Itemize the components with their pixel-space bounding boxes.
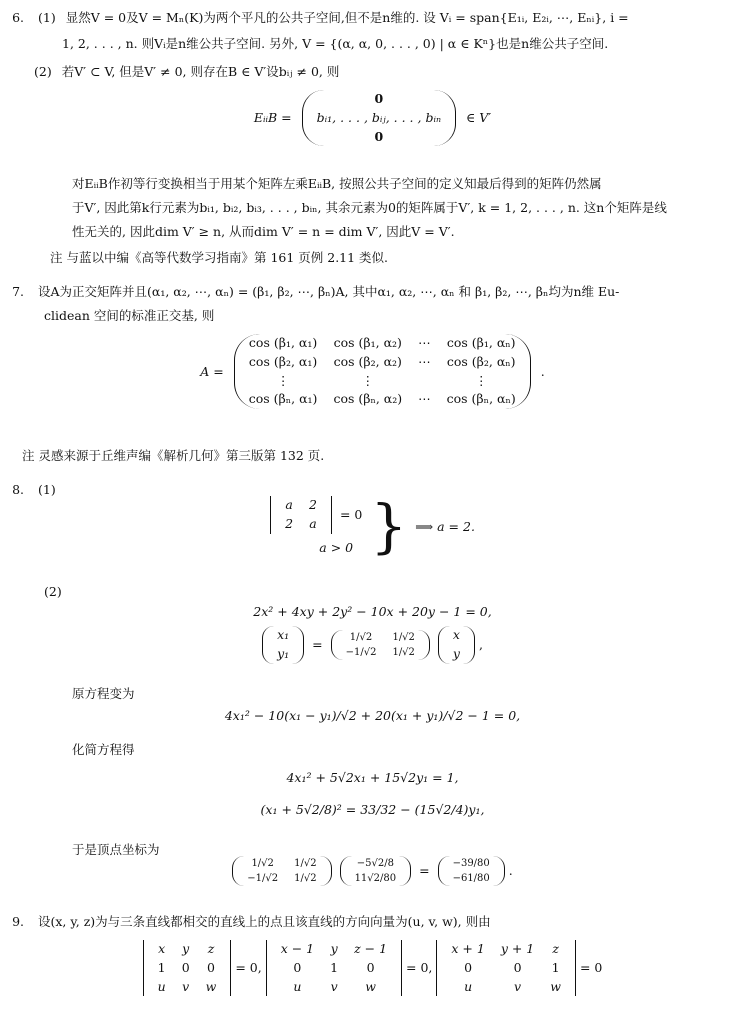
p9-det-cell: 1 bbox=[330, 959, 339, 975]
p8-vec-cell: y₁ bbox=[277, 645, 290, 661]
p8-vec-cell: −5√2/8 bbox=[356, 858, 394, 869]
p9-det-cell: y + 1 bbox=[500, 941, 535, 956]
p6-para-line3: 性无关的, 因此dim V′ ≥ n, 从而dim V′ = n = dim V′, 因此V = V′. bbox=[72, 224, 455, 239]
p7-text1: 设A为正交矩阵并且(α₁, α₂, ⋯, αₙ) = (β₁, β₂, ⋯, βₙ)A, 其中α₁, α₂, ⋯, αₙ 和 β₁, β₂, ⋯, βₙ均为n维 Eu- bbox=[37, 284, 620, 299]
p7-cell: cos (βₙ, α₁) bbox=[248, 391, 318, 407]
p8-text1: 原方程变为 bbox=[72, 686, 135, 701]
p8-text2: 化简方程得 bbox=[72, 742, 135, 757]
p8-substitution bbox=[0, 626, 745, 674]
p9-det-cell: y bbox=[182, 941, 190, 956]
p9-det-cell: v bbox=[330, 978, 338, 994]
p7-line1 bbox=[0, 282, 745, 301]
p7-cell: cos (β₁, α₂) bbox=[333, 335, 402, 350]
p8-vec-cell: y bbox=[452, 645, 460, 661]
p9-det-cell: 0 bbox=[513, 959, 522, 975]
p7-cell: cos (β₂, αₙ) bbox=[446, 353, 516, 369]
p6-part2-line1 bbox=[34, 62, 734, 81]
p8-vertex-tail: . bbox=[508, 863, 513, 879]
p7-lhs: A = bbox=[200, 363, 224, 379]
p9-det-cell: 1 bbox=[157, 959, 166, 975]
p9-det-cell: w bbox=[365, 978, 376, 994]
p9-det-cell: y bbox=[330, 941, 338, 956]
p6-line1 bbox=[0, 8, 745, 27]
p7-number: 7. bbox=[12, 284, 24, 299]
p8-det bbox=[270, 496, 332, 534]
p8-subst-left bbox=[262, 626, 304, 664]
p9-determinants bbox=[0, 940, 745, 1016]
p9-sep: = 0, bbox=[406, 960, 433, 976]
p6-matrix bbox=[302, 90, 456, 146]
p8-vec-cell: 11√2/80 bbox=[354, 873, 397, 884]
p8-implies: ⟹ a = 2. bbox=[415, 518, 475, 534]
p8-eq2: 4x₁² − 10(x₁ − y₁)/√2 + 20(x₁ + y₁)/√2 − 1 = 0, bbox=[224, 708, 521, 723]
p9-det-cell: v bbox=[514, 978, 522, 994]
p9-det-cell: v bbox=[182, 978, 190, 994]
p7-cell bbox=[410, 372, 439, 391]
p9-det-cell: x bbox=[158, 941, 166, 956]
p8-vertex-matrix bbox=[232, 856, 331, 886]
p8-vertex bbox=[0, 856, 745, 906]
p6-matrix-row3: 0 bbox=[374, 128, 384, 144]
p7-cell: ⋮ bbox=[474, 372, 488, 388]
p6-para-line2: 于V′, 因此第k行元素为bᵢ₁, bᵢ₂, bᵢ₃, . . . , bᵢₙ, 其余元素为0的矩阵属于V′, k = 1, 2, . . . , n. 这n个矩阵是线 bbox=[72, 200, 667, 215]
p7-matrix-equation bbox=[0, 334, 745, 434]
p6-para-line1: 对EᵢᵢB作初等行变换相当于用某个矩阵左乘EᵢᵢB, 按照公共子空间的定义知最后得到的矩阵仍然属 bbox=[72, 176, 602, 191]
p8-subst-tail: , bbox=[478, 637, 483, 653]
p9-det-cell: 0 bbox=[293, 959, 302, 975]
p8-det-cell: 2 bbox=[285, 515, 294, 531]
p7-note: 注 灵感来源于丘维声编《解析几何》第三版第 132 页. bbox=[22, 448, 325, 463]
p9-det-cell: x − 1 bbox=[280, 941, 315, 956]
p6-number: 6. bbox=[12, 10, 24, 25]
p6-matrix-row2: bᵢ₁, . . . , bᵢⱼ, . . . , bᵢₙ bbox=[316, 109, 442, 125]
p8-brace-icon: } bbox=[370, 492, 408, 561]
p9-det-cell: z bbox=[552, 941, 559, 956]
p8-part2-label: (2) bbox=[44, 584, 62, 599]
p8-vec-cell: x bbox=[452, 627, 460, 642]
p8-vec-cell: −39/80 bbox=[452, 858, 490, 869]
p6-part2-label: (2) bbox=[34, 64, 52, 79]
p8-vertex-result bbox=[438, 856, 505, 886]
p7-cell: cos (β₁, αₙ) bbox=[446, 335, 516, 350]
p9-det-cell: w bbox=[550, 978, 561, 994]
p9-text: 设(x, y, z)为与三条直线都相交的直线上的点且该直线的方向向量为(u, v, w), 则由 bbox=[37, 914, 491, 929]
p9-det-cell: u bbox=[464, 978, 473, 994]
p6-eq-lhs: EᵢᵢB = bbox=[253, 110, 292, 126]
p8-mat-cell: −1/√2 bbox=[345, 646, 377, 658]
p8-eq4: (x₁ + 5√2/8)² = 33/32 − (15√2/4)y₁, bbox=[260, 802, 485, 817]
p9-det-cell: w bbox=[205, 978, 217, 994]
p9-det-cell: 0 bbox=[207, 959, 215, 975]
p9-det-cell: u bbox=[293, 978, 302, 994]
p8-vertex-eq: = bbox=[419, 863, 430, 879]
p7-line2: clidean 空间的标准正交基, 则 bbox=[44, 308, 215, 323]
p8-mat-cell: 1/√2 bbox=[392, 631, 415, 643]
p9-det-cell: 0 bbox=[181, 959, 190, 975]
p7-cell: cos (βₙ, α₂) bbox=[333, 391, 403, 407]
p7-cell: cos (β₂, α₁) bbox=[248, 353, 318, 369]
p8-cond: a > 0 bbox=[319, 539, 354, 555]
p6-part2-text: 若V′ ⊂ V, 但是V′ ≠ 0, 则存在B ∈ V′设bᵢⱼ ≠ 0, 则 bbox=[61, 64, 340, 79]
p8-mat-cell: 1/√2 bbox=[251, 858, 274, 869]
p8-mat-cell: 1/√2 bbox=[349, 631, 373, 643]
p8-subst-matrix bbox=[331, 630, 430, 660]
p7-cell: ⋮ bbox=[361, 372, 375, 388]
p9-det1 bbox=[143, 940, 232, 996]
p8-subst-right bbox=[438, 626, 475, 664]
p8-vec-cell: x₁ bbox=[277, 627, 290, 642]
p8-text3: 于是顶点坐标为 bbox=[72, 842, 160, 857]
p7-cell: cos (βₙ, αₙ) bbox=[446, 391, 516, 407]
p8-vec-cell: −61/80 bbox=[452, 873, 490, 884]
p9-det-cell: z − 1 bbox=[354, 941, 388, 956]
p7-cell: ⋯ bbox=[418, 353, 431, 369]
p6-note: 注 与蓝以中编《高等代数学习指南》第 161 页例 2.11 类似. bbox=[50, 250, 389, 265]
p9-end: = 0 bbox=[579, 960, 603, 976]
p8-mat-cell: −1/√2 bbox=[247, 873, 279, 884]
p7-tail: . bbox=[540, 363, 545, 379]
p8-det-cell: a bbox=[285, 497, 293, 512]
p6-part1-line2: 1, 2, . . . , n. 则Vᵢ是n维公共子空间. 另外, V = {(α, α, 0, . . . , 0) | α ∈ Kⁿ}也是n维公共子空间. bbox=[62, 36, 609, 51]
p7-cell: ⋯ bbox=[418, 391, 431, 407]
p8-system bbox=[270, 496, 362, 557]
p6-matrix-equation bbox=[0, 90, 745, 162]
p6-matrix-row1: 0 bbox=[374, 91, 384, 106]
p9-det-cell: 0 bbox=[464, 959, 473, 975]
p9-det-cell: z bbox=[207, 941, 215, 956]
p8-subst-eq: = bbox=[312, 637, 323, 653]
p8-vertex-vector bbox=[340, 856, 412, 886]
p7-matrix bbox=[234, 334, 531, 409]
p9-det-cell: u bbox=[157, 978, 166, 994]
p8-eq1: 2x² + 4xy + 2y² − 10x + 20y − 1 = 0, bbox=[253, 604, 492, 619]
p8-eq3: 4x₁² + 5√2x₁ + 15√2y₁ = 1, bbox=[286, 770, 459, 785]
p6-eq-rhs: ∈ V′ bbox=[466, 110, 492, 126]
p7-cell: ⋯ bbox=[418, 335, 431, 350]
p9-sep: = 0, bbox=[235, 960, 262, 976]
p7-cell: cos (β₁, α₁) bbox=[248, 335, 318, 350]
p6-part1-text: 显然V = 0及V = Mₙ(K)为两个平凡的公共子空间,但不是n维的. 设 Vᵢ = span{E₁ᵢ, E₂ᵢ, ⋯, Eₙᵢ}, i = bbox=[65, 10, 629, 25]
p9-det-cell: 1 bbox=[551, 959, 560, 975]
p9-number: 9. bbox=[12, 914, 24, 929]
p9-det2 bbox=[266, 940, 402, 996]
p8-mat-cell: 1/√2 bbox=[294, 873, 317, 884]
p8-mat-cell: 1/√2 bbox=[294, 858, 317, 869]
p8-det-cell: a bbox=[309, 515, 317, 531]
p7-cell: cos (β₂, α₂) bbox=[333, 353, 402, 369]
p8-number: 8. bbox=[12, 482, 24, 497]
p9-det3 bbox=[436, 940, 576, 996]
p9-line1 bbox=[0, 912, 745, 931]
p8-det-eq: = 0 bbox=[339, 507, 363, 523]
p9-det-cell: 0 bbox=[366, 959, 375, 975]
p8-mat-cell: 1/√2 bbox=[392, 646, 415, 658]
p9-det-cell: x + 1 bbox=[451, 941, 485, 956]
p6-part1-label: (1) bbox=[37, 10, 56, 25]
p8-part1-math bbox=[0, 492, 745, 572]
p7-cell: ⋮ bbox=[276, 372, 290, 388]
p8-part1-label: (1) bbox=[37, 482, 56, 497]
p8-det-cell: 2 bbox=[309, 497, 317, 512]
